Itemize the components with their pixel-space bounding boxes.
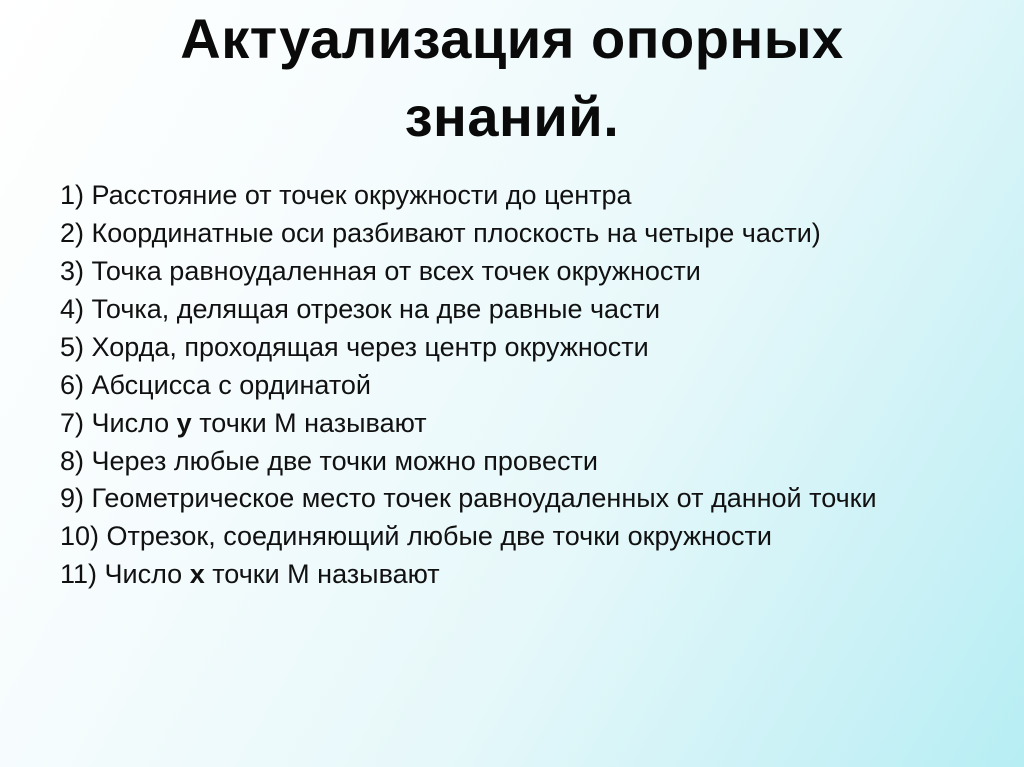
list-item-10: 10) Отрезок, соединяющий любые две точки окружности bbox=[60, 521, 772, 551]
list-item-11-suffix: точки М называют bbox=[204, 559, 440, 589]
list-item-2: 2) Координатные оси разбивают плоскость на четыре части) bbox=[60, 218, 821, 248]
list-item-7-suffix: точки М называют bbox=[191, 408, 427, 438]
list-item-5: 5) Хорда, проходящая через центр окружности bbox=[60, 332, 649, 362]
list-item-8: 8) Через любые две точки можно провести bbox=[60, 446, 598, 476]
list-item-11-prefix: 11) Число bbox=[60, 559, 190, 589]
list-item-7 bbox=[60, 404, 960, 442]
items-list bbox=[60, 176, 960, 593]
list-item-9: 9) Геометрическое место точек равноудаленных от данной точки bbox=[60, 483, 877, 513]
list-item-3: 3) Точка равноудаленная от всех точек окружности bbox=[60, 256, 701, 286]
list-item-1: 1) Расстояние от точек окружности до центра bbox=[60, 180, 632, 210]
slide-title bbox=[100, 0, 924, 156]
list-item-7-prefix: 7) Число bbox=[60, 408, 177, 438]
list-item-7-variable: у bbox=[176, 408, 192, 438]
list-item-6: 6) Абсцисса с ординатой bbox=[60, 370, 371, 400]
list-item-11-variable: х bbox=[189, 559, 205, 589]
title-line-1: Актуализация опорных bbox=[180, 7, 844, 70]
list-item-4: 4) Точка, делящая отрезок на две равные части bbox=[60, 294, 661, 324]
title-line-2: знаний. bbox=[404, 85, 620, 148]
list-item-11 bbox=[60, 555, 960, 593]
